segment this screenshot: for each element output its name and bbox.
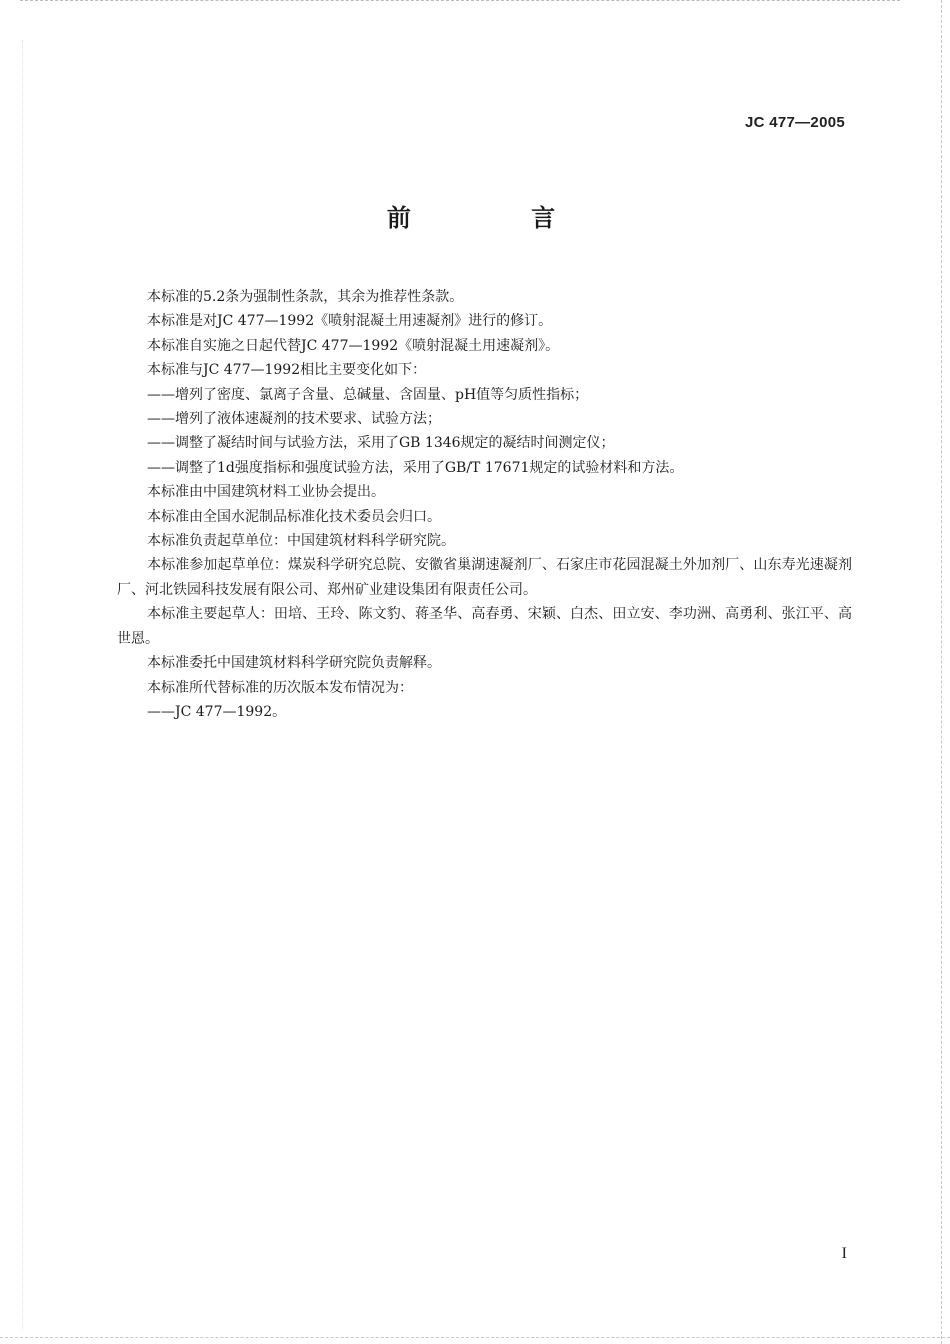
paragraph-participating-units: 本标准参加起草单位：煤炭科学研究总院、安徽省巢湖速凝剂厂、石家庄市花园混凝土外加剂厂、山东寿光速凝剂厂、河北铁园科技发展有限公司、郑州矿业建设集团有限责任公司。 <box>117 557 852 598</box>
standard-code: JC 477—2005 <box>744 114 845 131</box>
paragraph-lead-drafter: 本标准负责起草单位：中国建筑材料科学研究院。 <box>147 533 455 550</box>
change-item: ——调整了凝结时间与试验方法，采用了GB 1346规定的凝结时间测定仪； <box>147 435 615 452</box>
paragraph-main-drafters: 本标准主要起草人：田培、王玲、陈文豹、蒋圣华、高春勇、宋颖、白杰、田立安、李功洲、高勇利、张江平、高世恩。 <box>117 606 852 647</box>
history-item: ——JC 477—1992。 <box>147 703 287 720</box>
page-edge-top <box>20 0 900 1</box>
paragraph-interpretation: 本标准委托中国建筑材料科学研究院负责解释。 <box>147 655 441 672</box>
paragraph-replacement-note: 本标准自实施之日起代替JC 477—1992《喷射混凝土用速凝剂》。 <box>147 337 560 354</box>
paragraph-proposer: 本标准由中国建筑材料工业协会提出。 <box>147 484 385 501</box>
paragraph-revision-note: 本标准是对JC 477—1992《喷射混凝土用速凝剂》进行的修订。 <box>147 313 553 330</box>
page-edge-left <box>22 40 23 1330</box>
change-item: ——增列了液体速凝剂的技术要求、试验方法； <box>147 411 441 428</box>
paragraph-committee: 本标准由全国水泥制品标准化技术委员会归口。 <box>147 508 441 525</box>
page-edge-bottom <box>0 1337 950 1338</box>
foreword-body <box>117 285 852 724</box>
paragraph-mandatory-clause: 本标准的5.2条为强制性条款，其余为推荐性条款。 <box>147 289 464 305</box>
change-item: ——调整了1d强度指标和强度试验方法，采用了GB/T 17671规定的试验材料和方法。 <box>147 459 684 476</box>
paragraph-history-intro: 本标准所代替标准的历次版本发布情况为： <box>147 679 413 696</box>
paragraph-changes-intro: 本标准与JC 477—1992相比主要变化如下： <box>147 362 427 379</box>
page-title: 前 言 <box>386 203 612 232</box>
page-number: I <box>841 1245 847 1262</box>
change-item: ——增列了密度、氯离子含量、总碱量、含固量、pH值等匀质性指标； <box>147 386 589 403</box>
